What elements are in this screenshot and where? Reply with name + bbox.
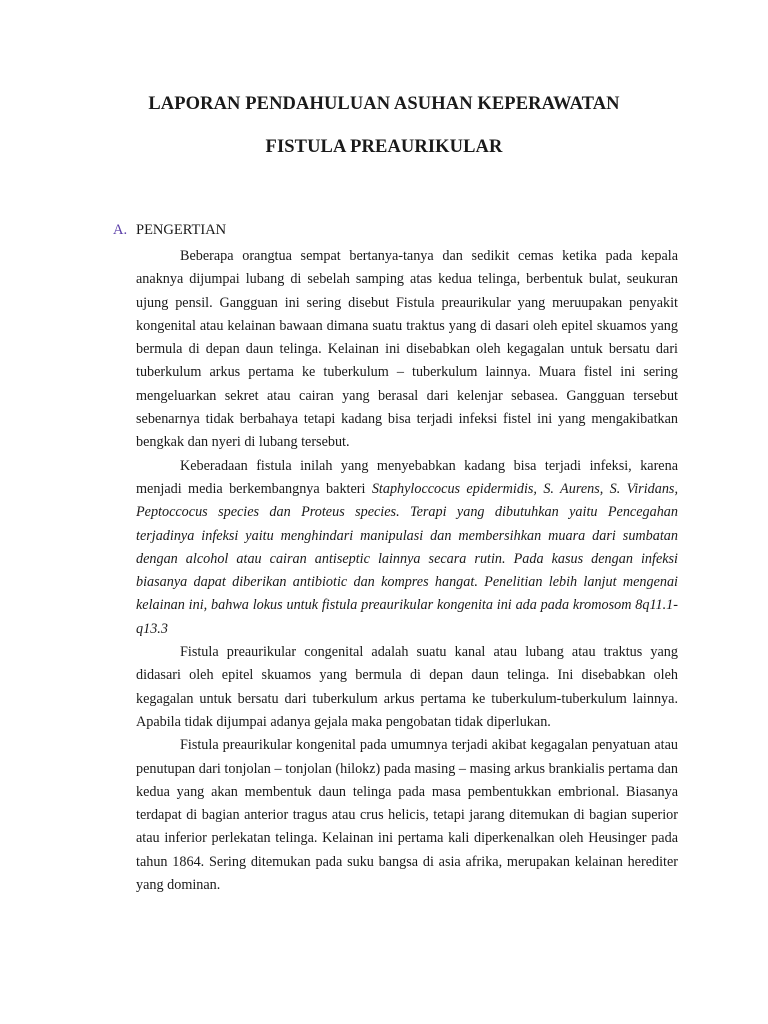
section-body: [136, 245, 678, 897]
paragraph-4: Fistula preaurikular kongenital pada umumnya terjadi akibat kegagalan penyatuan atau penutupan dari tonjolan – tonjolan (hilokz) pada masing – masing arkus brankialis pertama dan kedua yang akan membentuk daun telinga pada masa pembentukkan embrional. Biasanya terdapat di bagian anterior tragus atau crus helicis, tetapi jarang ditemukan di bagian superior atau inferior perlekatan telinga. Kelainan ini pertama kali diperkenalkan oleh Heusinger pada tahun 1864. Sering ditemukan pada suku bangsa di asia afrika, merupakan kelainan herediter yang dominan.: [136, 737, 678, 894]
paragraph-2: [136, 455, 678, 641]
section-heading-text: PENGERTIAN: [136, 222, 227, 238]
paragraph-2-plain-text: Keberadaan fistula inilah yang menyebabkan kadang bisa terjadi infeksi, karena menjadi media berkembangnya bakteri: [136, 457, 678, 497]
document-title-line-1: LAPORAN PENDAHULUAN ASUHAN KEPERAWATAN: [148, 94, 620, 114]
section-letter: A.: [113, 222, 128, 238]
section-heading: [113, 222, 226, 239]
paragraph-3: Fistula preaurikular congenital adalah suatu kanal atau lubang atau traktus yang didasari oleh epitel skuamos yang bermula di depan daun telinga. Ini disebabkan oleh kegagalan untuk bersatu dari tuberkulum arkus pertama ke tuberkulum-tuberkulum lainnya. Apabila tidak dijumpai adanya gejala maka pengobatan tidak diperlukan.: [136, 644, 678, 730]
paragraph-2-italic-text: Staphyloccocus epidermidis, S. Aurens, S. Viridans, Peptoccocus species dan Proteus species. Terapi yang dibutuhkan yaitu Pencegahan terjadinya infeksi yaitu menghindari manipulasi dan membersihkan muara dari sumbatan dengan alcohol atau cairan antiseptic lainnya secara rutin. Pada kasus dengan infeksi biasanya dapat diberikan antibiotic dan kompres hangat. Penelitian lebih lanjut mengenai kelainan ini, bahwa lokus untuk fistula preaurikular kongenita ini ada pada kromosom 8q11.1-q13.3: [136, 480, 678, 637]
document-title-line-2: FISTULA PREAURIKULAR: [265, 137, 503, 157]
paragraph-1: Beberapa orangtua sempat bertanya-tanya dan sedikit cemas ketika pada kepala anaknya dijumpai lubang di sebelah samping atas kedua telinga, berbentuk bulat, seukuran ujung pensil. Gangguan ini sering disebut Fistula preaurikular yang meruupakan penyakit kongenital atau kelainan bawaan dimana suatu traktus yang di dasari oleh epitel skuamos yang bermula di depan daun telinga. Kelainan ini disebabkan oleh kegagalan untuk bersatu dari tuberkulum arkus pertama ke tuberkulum – tuberkulum lainnya. Muara fistel ini sering mengeluarkan sekret atau cairan yang berasal dari kelenjar sebasea. Gangguan tersebut sebenarnya tidak berbahaya tetapi kadang bisa terjadi infeksi fistel ini yang mengakibatkan bengkak dan nyeri di lubang tersebut.: [136, 248, 678, 451]
